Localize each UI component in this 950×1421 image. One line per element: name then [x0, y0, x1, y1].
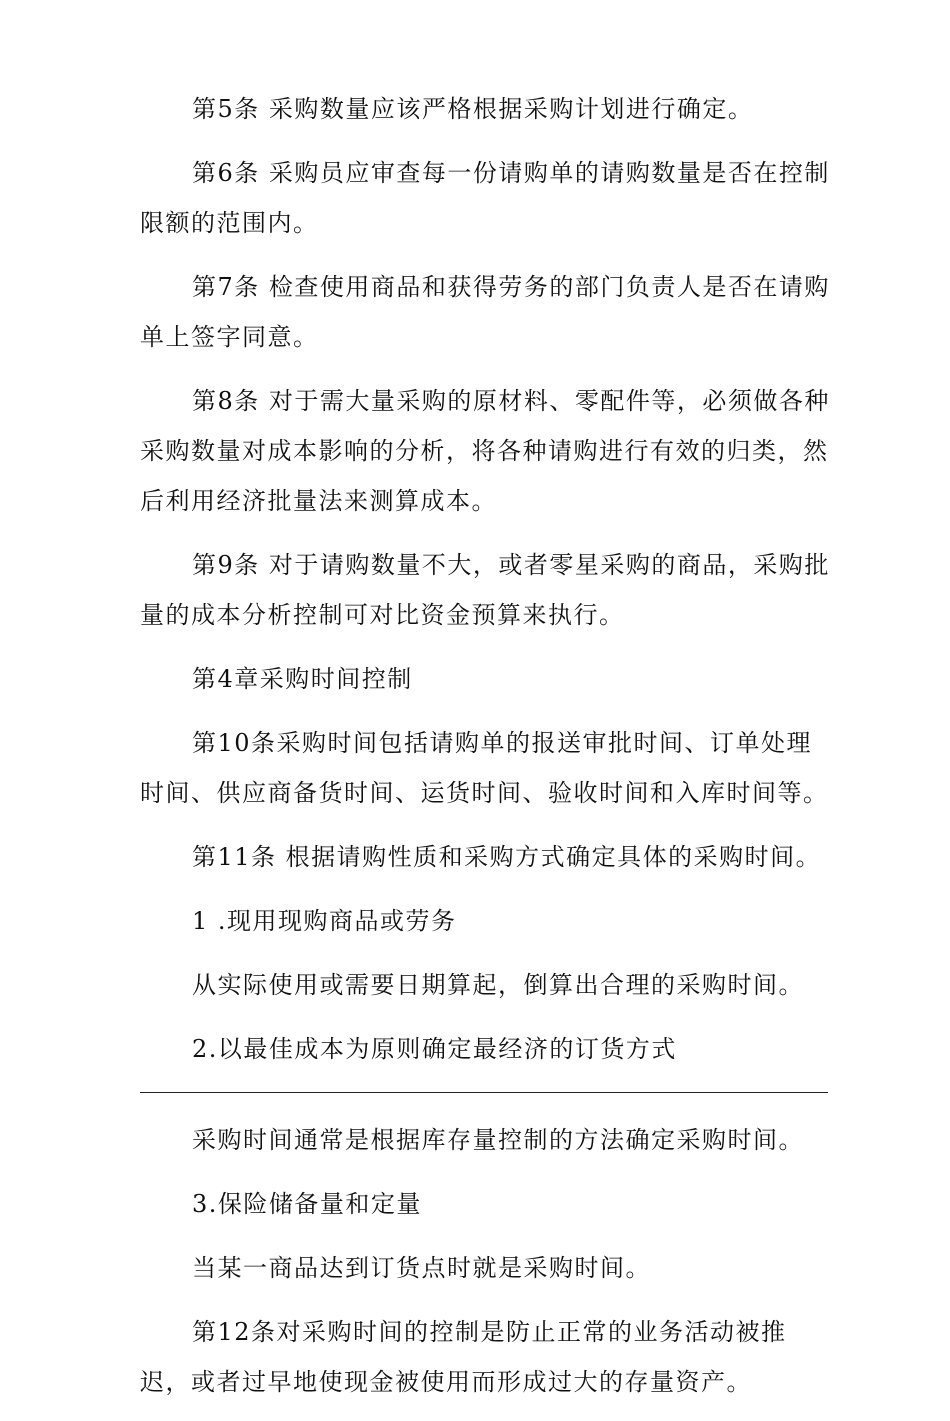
list-item-2-detail: 采购时间通常是根据库存量控制的方法确定采购时间。: [192, 1126, 804, 1154]
paragraph-article-5: 第5条 采购数量应该严格根据采购计划进行确定。: [192, 95, 754, 123]
paragraph-article-10: 第10条采购时间包括请购单的报送审批时间、订单处理时间、供应商备货时间、运货时间、验收时间和入库时间等。: [140, 729, 829, 807]
list-item-3-detail: 当某一商品达到订货点时就是采购时间。: [192, 1254, 651, 1282]
paragraph-article-7: 第7条 检查使用商品和获得劳务的部门负责人是否在请购单上签字同意。: [140, 273, 830, 351]
paragraph-article-6: 第6条 采购员应审查每一份请购单的请购数量是否在控制限额的范围内。: [140, 159, 830, 237]
list-item-2: 2.以最佳成本为原则确定最经济的订货方式: [192, 1035, 677, 1063]
list-item-1: 1 .现用现购商品或劳务: [192, 907, 457, 935]
paragraph-article-9: 第9条 对于请购数量不大，或者零星采购的商品，采购批量的成本分析控制可对比资金预算来执行。: [140, 551, 830, 629]
paragraph-article-11: 第11条 根据请购性质和采购方式确定具体的采购时间。: [192, 843, 822, 871]
horizontal-divider: [140, 1092, 828, 1093]
list-item-1-detail: 从实际使用或需要日期算起，倒算出合理的采购时间。: [192, 971, 804, 999]
paragraph-article-12: 第12条对采购时间的控制是防止正常的业务活动被推迟，或者过早地使现金被使用而形成过大的存量资产。: [140, 1318, 787, 1396]
list-item-3: 3.保险储备量和定量: [192, 1190, 422, 1218]
paragraph-article-8: 第8条 对于需大量采购的原材料、零配件等，必须做各种采购数量对成本影响的分析，将各种请购进行有效的归类，然后利用经济批量法来测算成本。: [140, 387, 830, 515]
document-body: [140, 84, 830, 1421]
chapter-heading-4: 第4章采购时间控制: [192, 665, 413, 693]
